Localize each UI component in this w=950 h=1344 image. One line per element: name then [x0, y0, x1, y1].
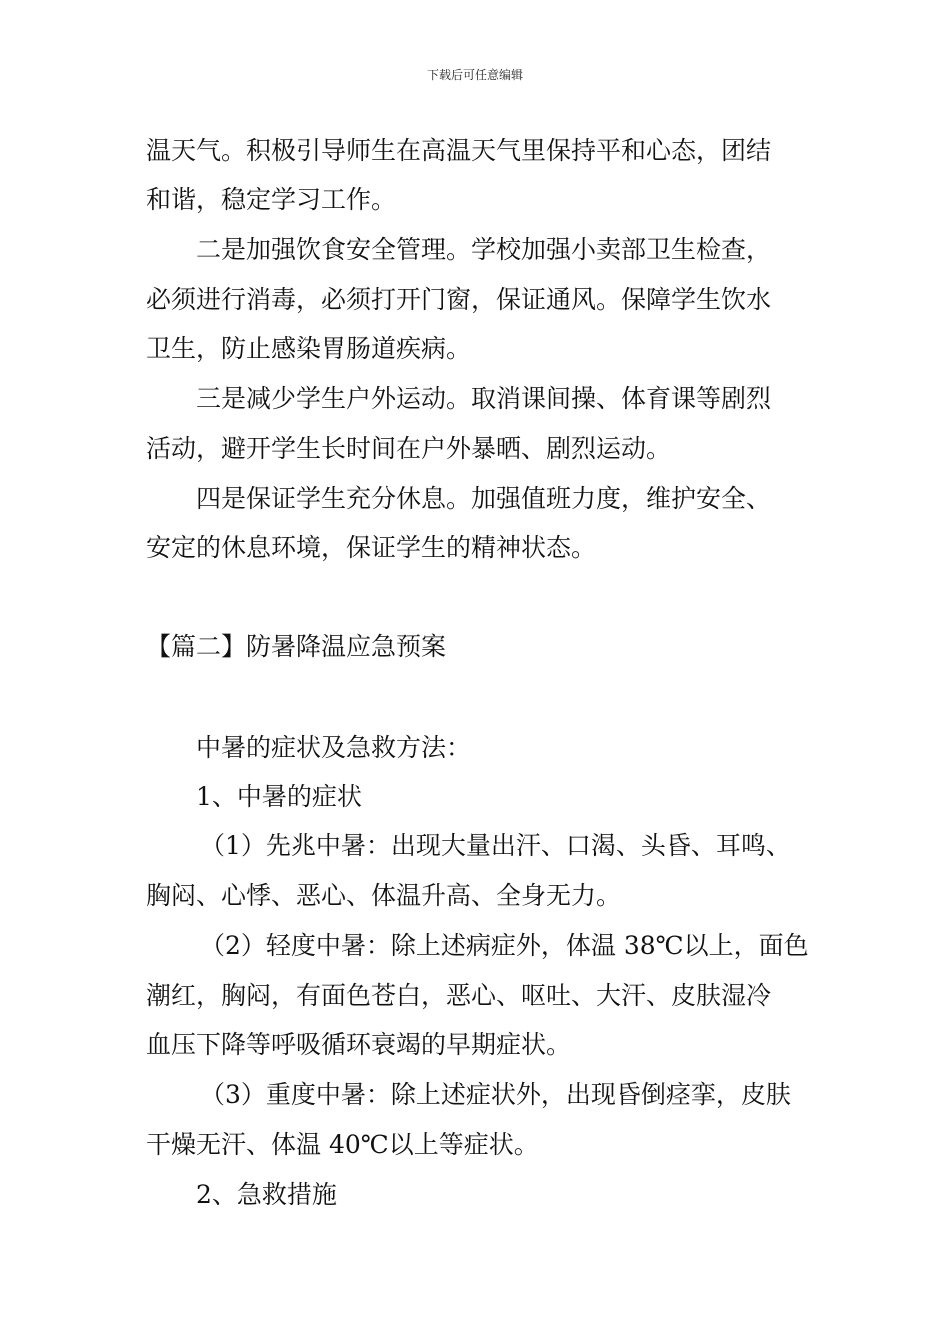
text-line: 二是加强饮食安全管理。学校加强小卖部卫生检查， [196, 235, 772, 264]
text-line: 中暑的症状及急救方法： [196, 733, 472, 762]
text-line: 三是减少学生户外运动。取消课间操、体育课等剧烈 [196, 384, 772, 413]
text-line: （2）轻度中暑：除上述病症外，体温 38℃以上，面色 [200, 931, 809, 960]
text-line: 2、急救措施 [196, 1180, 337, 1209]
text-line: 血压下降等呼吸循环衰竭的早期症状。 [146, 1030, 572, 1059]
text-line: 四是保证学生充分休息。加强值班力度，维护安全、 [196, 484, 772, 513]
text-line: 必须进行消毒，必须打开门窗，保证通风。保障学生饮水 [146, 285, 772, 314]
section-heading: 【篇二】防暑降温应急预案 [146, 632, 447, 661]
text-line: （1）先兆中暑：出现大量出汗、口渴、头昏、耳鸣、 [200, 831, 791, 860]
page-header-note: 下载后可任意编辑 [426, 68, 523, 82]
text-line: 温天气。积极引导师生在高温天气里保持平和心态，团结 [146, 136, 772, 165]
text-line: （3）重度中暑：除上述症状外，出现昏倒痉挛，皮肤 [200, 1080, 791, 1109]
text-line: 活动，避开学生长时间在户外暴晒、剧烈运动。 [146, 434, 672, 463]
text-line: 卫生，防止感染胃肠道疾病。 [146, 334, 472, 363]
text-line: 潮红，胸闷，有面色苍白，恶心、呕吐、大汗、皮肤湿冷 [146, 981, 772, 1010]
text-line: 和谐，稳定学习工作。 [146, 185, 397, 214]
text-line: 胸闷、心悸、恶心、体温升高、全身无力。 [146, 881, 622, 910]
text-line: 1、中暑的症状 [196, 782, 362, 811]
text-line: 安定的休息环境，保证学生的精神状态。 [146, 533, 597, 562]
text-line: 干燥无汗、体温 40℃以上等症状。 [146, 1130, 539, 1159]
